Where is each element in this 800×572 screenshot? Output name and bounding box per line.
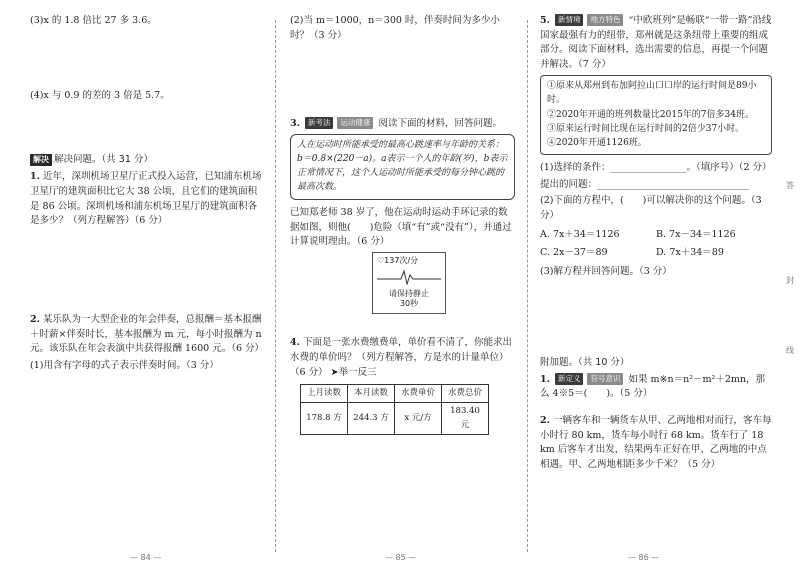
question-4: (4)x 与 0.9 的差的 3 倍是 5.7。 [30,89,170,101]
middle-column [290,14,515,435]
problem-3 [290,117,515,132]
table-cell: 244.3 方 [348,403,395,434]
option-b: B. 7x－34＝1126 [656,228,736,240]
list-item: ④2020年开通1126班。 [547,138,647,149]
problem-5-sub-1: (1)选择的条件：________________。（填序号）（2 分） [540,161,772,173]
problem-lead: 阅读下面的材料，回答问题。 [378,118,502,130]
problem-text: 一辆客车和一辆货车从甲、乙两地相对而行，客车每小时行 80 km，货车每小时行 68 km。货车行了 18 km 后客车才出发，结果两车正好在甲、乙两地的中点相遇。甲、乙两地相距多少千米？（5 分） [540,415,772,471]
column-divider [527,20,528,552]
topic-tag: 运动健康 [337,117,373,129]
problem-5-sub-2: (2)下面的方程中，( )可以解决你的这个问题。（3 分） [540,195,762,221]
practice-note: ➤举一反三 [330,366,377,378]
table-cell: 178.8 方 [301,403,348,434]
problem-text: 某乐队为一大型企业的年会伴奏，总报酬＝基本报酬＋时薪×伴奏时长，基本报酬为 m 元，每小时报酬为 n 元。该乐队在年会表演中共获得报酬 1600 元。（6 分） [30,314,265,355]
new-method-tag: 新考法 [305,117,334,129]
table-row [301,403,489,434]
table-cell: x 元/方 [395,403,442,434]
column-divider [275,20,276,552]
list-item: ②2020年开通的班列数量比2015年的7倍多34班。 [547,109,754,120]
table-cell: 183.40 元 [442,403,489,434]
problem-text: 下面是一张水费缴费单，单价看不清了，你能求出水费的单价吗？（列方程解答，方是水的计量单位）（6 分） [290,337,512,378]
problem-number: 2. [540,415,550,427]
problem-number: 1. [30,171,40,183]
topic-tag: 符号意识 [587,373,623,385]
right-column [540,14,772,475]
section-heading [30,153,262,168]
problem-text: 近年，深圳机场卫星厅正式投入运营，已知浦东机场卫星厅的建筑面积比它大 38 公顷，且它们的建筑面积是 86 公顷。深圳机场和浦东机场卫星厅的建筑面积各是多少？（列方程解答）（6 分） [30,171,262,227]
list-item: ③原来运行时间比现在运行时间的2倍少37小时。 [547,124,745,135]
problem-1 [30,170,262,229]
problem-number: 1. [540,373,550,385]
material-box: 人在运动时所能承受的最高心跳速率与年龄的关系：b＝0.8×(220－a)。a表示一个人的年龄(岁)，b表示正常情况下，这个人运动时所能承受的每分钟心跳的最高次数。 [290,134,515,200]
heart-rate-readout: ♡137次/分 [377,256,419,266]
problem-5-question-line: 提出的问题：________________________________ [540,178,750,190]
problem-2 [30,313,265,357]
page-number-right: — 86 — [628,552,660,562]
problem-5 [540,14,772,73]
list-item: ①原来从郑州到布加阿拉山口口岸的运行时间是89小时。 [547,80,757,106]
table-header-cell: 水费总价 [442,385,489,403]
binding-mark: 封 [786,276,794,285]
problem-4 [290,336,515,380]
extra-problem-2 [540,414,772,473]
new-definition-tag: 新定义 [555,373,584,385]
question-3: (3)x 的 1.8 倍比 27 多 3.6。 [30,15,157,26]
problem-5-sub-3: (3)解方程并回答问题。（3 分） [540,266,672,278]
problem-2-sub-1: (1)用含有字母的式子表示伴奏时间。（3 分） [30,360,219,372]
table-header-cell: 本月读数 [348,385,395,403]
fitness-band-display [372,252,446,314]
hold-still-text: 请保持静止 30秒 [389,289,429,309]
problem-number: 4. [290,337,300,349]
problem-number: 3. [290,118,300,130]
option-c: C. 2x－37＝89 [540,247,608,259]
extra-section-title: 附加题。（共 10 分） [540,356,630,368]
table-header-row [301,385,489,403]
table-header-cell: 上月读数 [301,385,348,403]
binding-mark: 线 [786,346,794,355]
problem-3-body: 已知郑老师 38 岁了，他在运动时运动手环记录的数据如图，则他( )危险（填“有”或“没有”），并通过计算说明理由。（6 分） [290,206,512,248]
option-a: A. 7x＋34＝1126 [540,228,620,240]
page-number-left: — 84 — [130,552,162,562]
heartbeat-wave-icon [377,269,441,285]
new-context-tag: 新情境 [555,14,584,26]
material-list [540,75,772,155]
problem-number: 2. [30,314,40,326]
binding-mark: 答 [786,181,794,190]
page-number-middle: — 85 — [385,552,417,562]
problem-2-sub-2: (2)当 m＝1000，n＝300 时，伴奏时间为多少小时？（3 分） [290,15,500,41]
answer-options [540,228,772,261]
section-icon: 解决 [30,154,52,166]
option-d: D. 7x＋34＝89 [656,247,724,259]
problem-number: 5. [540,15,550,26]
section-title: 解决问题。（共 31 分） [54,154,153,166]
problem-text: “中欧班列”是畅联“一带一路”沿线国家最强有力的纽带，郑州就是这条纽带上重要的组成部分。阅读下面材料，选出需要的信息，再提一个问题并解决。（7 分） [540,15,772,71]
problem-text: 如果 m※n＝n²－m²＋2mn，那么 4※5＝( )。（5 分） [540,373,766,400]
extra-problem-1 [540,373,772,402]
water-bill-table [300,384,489,435]
table-header-cell: 水费单价 [395,385,442,403]
topic-tag: 地方特色 [587,14,623,26]
left-column [30,14,265,376]
